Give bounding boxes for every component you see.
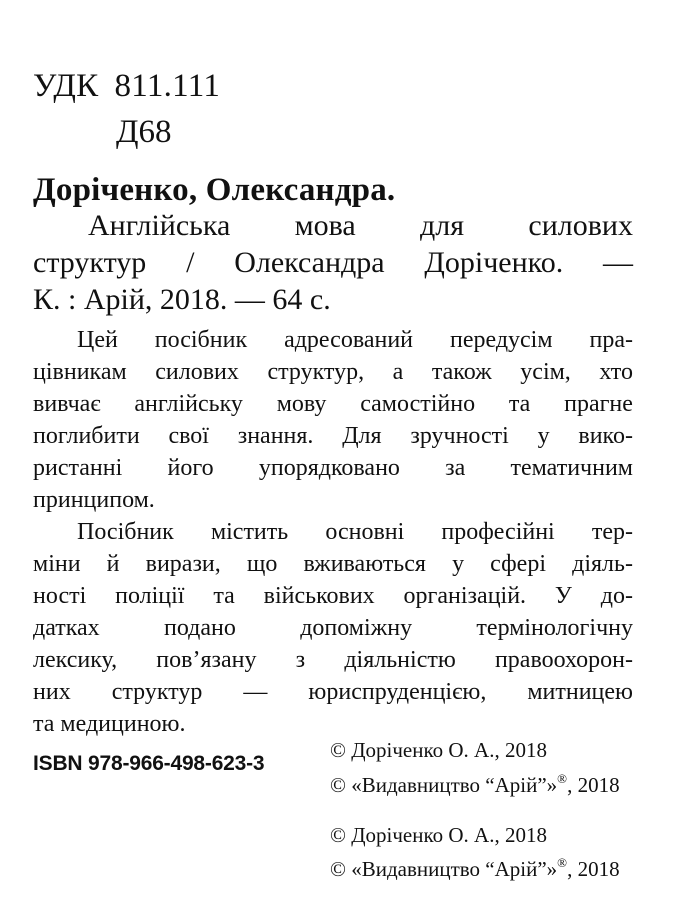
annotation-word: прагне bbox=[564, 391, 633, 417]
annotation-word: за bbox=[445, 455, 466, 481]
annotation-word: юриспруденцією, bbox=[308, 679, 487, 705]
annotation-line bbox=[33, 356, 633, 388]
annotation-word: також bbox=[431, 359, 492, 385]
annotation-word: Для bbox=[342, 423, 382, 449]
annotation-word: датках bbox=[33, 615, 100, 641]
annotation-word: вирази, bbox=[145, 551, 221, 577]
annotation-word: свої bbox=[168, 423, 209, 449]
bibliographic-line-2 bbox=[33, 246, 633, 280]
annotation-word: військових bbox=[263, 583, 375, 609]
bib-word: силових bbox=[528, 209, 633, 242]
annotation-word: вивчає bbox=[33, 391, 101, 417]
annotation-line bbox=[33, 324, 633, 356]
annotation-line bbox=[33, 452, 633, 484]
annotation-word: у bbox=[452, 551, 465, 577]
annotation-line bbox=[33, 548, 633, 580]
annotation-word: та bbox=[213, 583, 235, 609]
annotation-word: передусім bbox=[449, 327, 553, 353]
bibliographic-line-1 bbox=[88, 209, 633, 243]
annotation-line bbox=[33, 580, 633, 612]
annotation-word: подано bbox=[164, 615, 236, 641]
annotation-word: адресований bbox=[284, 327, 414, 353]
annotation-line bbox=[33, 612, 633, 644]
udk-label: УДК bbox=[33, 68, 99, 104]
annotation-word: — bbox=[243, 679, 268, 705]
author-heading: Доріченко, Олександра. bbox=[33, 172, 396, 208]
annotation-word: тер- bbox=[591, 519, 633, 545]
annotation-paragraph-2 bbox=[33, 516, 633, 740]
annotation-word: структур bbox=[111, 679, 203, 705]
annotation-line bbox=[33, 516, 633, 548]
annotation-word: хто bbox=[599, 359, 633, 385]
bib-word: Доріченко. bbox=[424, 246, 564, 279]
annotation-word: ності bbox=[33, 583, 87, 609]
annotation-word: допоміжну bbox=[300, 615, 413, 641]
udk-value: 811.111 bbox=[114, 68, 221, 104]
isbn: ISBN 978-966-498-623-3 bbox=[33, 752, 265, 775]
annotation-word: мову bbox=[276, 391, 327, 417]
annotation-word: правоохорон- bbox=[494, 647, 633, 673]
udk-line bbox=[33, 68, 220, 105]
bib-word: мова bbox=[294, 209, 356, 242]
annotation-paragraph-1 bbox=[33, 324, 633, 516]
annotation-word: до- bbox=[600, 583, 633, 609]
annotation-word: пов’язану bbox=[156, 647, 257, 673]
annotation-line: принципом. bbox=[33, 487, 155, 513]
annotation-word: а bbox=[392, 359, 404, 385]
copyright-line: © Доріченко О. А., 2018 bbox=[330, 738, 547, 762]
annotation-word: діяльністю bbox=[344, 647, 456, 673]
annotation-line bbox=[33, 388, 633, 420]
annotation-word: пра- bbox=[589, 327, 633, 353]
annotation-word: діяль- bbox=[572, 551, 633, 577]
copyright-text: © «Видавництво “Арій”» bbox=[330, 857, 558, 881]
annotation-word: лексику, bbox=[33, 647, 118, 673]
copyright-year: , 2018 bbox=[567, 857, 620, 881]
annotation-word: професійні bbox=[441, 519, 555, 545]
bib-word: / bbox=[186, 246, 195, 279]
copyright-line bbox=[330, 773, 620, 798]
annotation-word: у bbox=[537, 423, 550, 449]
annotation-line: та медициною. bbox=[33, 711, 186, 737]
annotation-word: з bbox=[295, 647, 306, 673]
annotation-word: його bbox=[167, 455, 214, 481]
annotation-word: вико- bbox=[578, 423, 633, 449]
annotation-word: поглибити bbox=[33, 423, 140, 449]
annotation-word: ристанні bbox=[33, 455, 123, 481]
annotation-word: них bbox=[33, 679, 71, 705]
annotation-word: митницею bbox=[527, 679, 633, 705]
annotation-word: організацій. bbox=[403, 583, 527, 609]
bibliographic-line-3: К. : Арій, 2018. — 64 с. bbox=[33, 283, 331, 316]
bib-word: Олександра bbox=[234, 246, 385, 279]
annotation-line bbox=[33, 644, 633, 676]
annotation-word: структур, bbox=[267, 359, 365, 385]
annotation-word: міни bbox=[33, 551, 81, 577]
annotation-word: У bbox=[554, 583, 572, 609]
annotation-word: поліції bbox=[115, 583, 185, 609]
bib-word: для bbox=[420, 209, 465, 242]
annotation-word: зручності bbox=[410, 423, 509, 449]
annotation-word: що bbox=[246, 551, 278, 577]
annotation-word: Цей bbox=[77, 327, 118, 353]
annotation-word: тематичним bbox=[510, 455, 633, 481]
bib-word: — bbox=[603, 246, 633, 279]
annotation-word: упорядковано bbox=[258, 455, 400, 481]
cutter-code: Д68 bbox=[116, 114, 172, 150]
annotation-word: й bbox=[106, 551, 120, 577]
annotation-word: усім, bbox=[520, 359, 571, 385]
annotation-word: Посібник bbox=[77, 519, 174, 545]
registered-mark: ® bbox=[557, 855, 568, 870]
annotation-word: силових bbox=[155, 359, 239, 385]
copyright-line: © Доріченко О. А., 2018 bbox=[330, 823, 547, 847]
copyright-year: , 2018 bbox=[567, 773, 620, 797]
registered-mark: ® bbox=[557, 771, 568, 786]
copyright-text: © «Видавництво “Арій”» bbox=[330, 773, 558, 797]
annotation-word: цівникам bbox=[33, 359, 127, 385]
bib-word: структур bbox=[33, 246, 147, 279]
annotation-word: самостійно bbox=[360, 391, 476, 417]
annotation-word: та bbox=[508, 391, 531, 417]
annotation-word: термінологічну bbox=[476, 615, 633, 641]
annotation-word: вживаються bbox=[303, 551, 426, 577]
copyright-line bbox=[330, 857, 620, 882]
annotation-word: посібник bbox=[154, 327, 248, 353]
annotation-word: основні bbox=[325, 519, 405, 545]
annotation-word: знання. bbox=[237, 423, 314, 449]
bib-word: Англійська bbox=[88, 209, 231, 242]
annotation-line bbox=[33, 676, 633, 708]
annotation-word: містить bbox=[210, 519, 289, 545]
annotation-word: сфері bbox=[490, 551, 546, 577]
annotation-line bbox=[33, 420, 633, 452]
annotation-word: англійську bbox=[134, 391, 243, 417]
